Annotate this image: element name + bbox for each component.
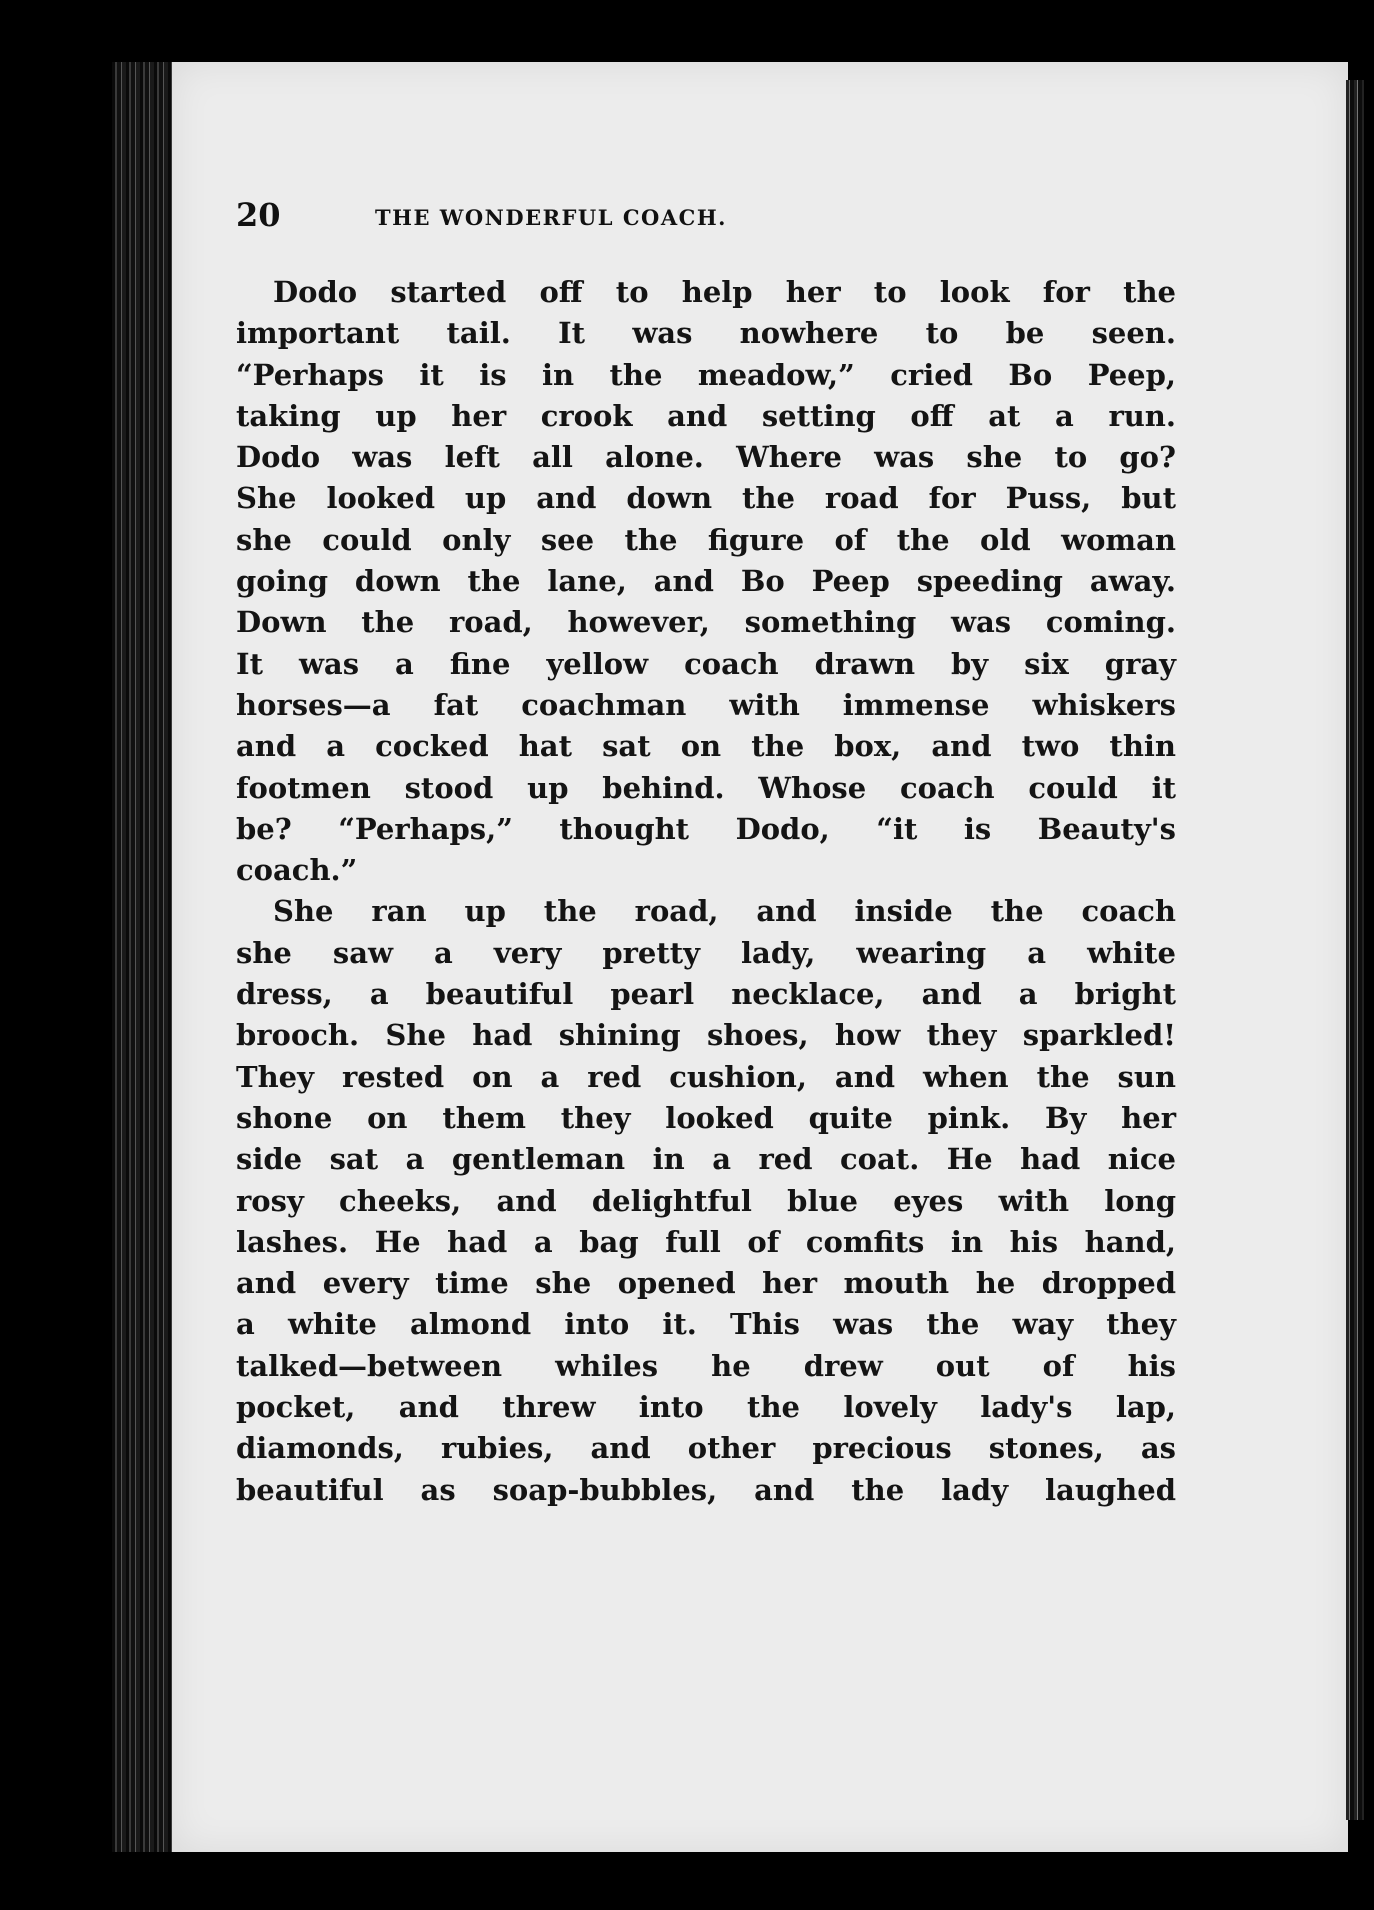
text-line: she could only see the figure of the old woman <box>236 522 1176 557</box>
text-line: Down the road, however, something was coming. <box>236 605 1176 640</box>
text-line: side sat a gentleman in a red coat. He had nice <box>236 1142 1176 1177</box>
text-line: Dodo started off to help her to look for the <box>273 275 1176 309</box>
text-line: coach.” <box>236 853 358 888</box>
text-line: She looked up and down the road for Puss, but <box>236 481 1176 516</box>
text-line: Dodo was left all alone. Where was she to go? <box>236 440 1176 475</box>
text-line: a white almond into it. This was the way they <box>236 1307 1176 1342</box>
text-line: footmen stood up behind. Whose coach could it <box>236 770 1176 805</box>
text-line: She ran up the road, and inside the coach <box>273 894 1176 929</box>
text-line: lashes. He had a bag full of comfits in his hand, <box>236 1224 1176 1259</box>
text-line: she saw a very pretty lady, wearing a white <box>236 935 1176 970</box>
text-line: and every time she opened her mouth he dropped <box>236 1266 1176 1301</box>
text-line: dress, a beautiful pearl necklace, and a bright <box>236 977 1176 1012</box>
text-line: going down the lane, and Bo Peep speeding away. <box>236 564 1176 599</box>
text-line: shone on them they looked quite pink. By her <box>236 1100 1176 1135</box>
text-line: important tail. It was nowhere to be seen. <box>236 316 1176 351</box>
text-line: beautiful as soap-bubbles, and the lady laughed <box>236 1472 1176 1507</box>
text-line: and a cocked hat sat on the box, and two thin <box>236 729 1176 764</box>
text-line: diamonds, rubies, and other precious stones, as <box>236 1431 1176 1466</box>
page-number: 20 <box>236 196 281 234</box>
running-head <box>236 196 1170 246</box>
text-line: taking up her crook and setting off at a run. <box>236 398 1176 433</box>
text-line: talked—between whiles he drew out of his <box>236 1348 1176 1383</box>
text-line: be? “Perhaps,” thought Dodo, “it is Beauty's <box>236 811 1176 846</box>
page-edge <box>1346 80 1364 1820</box>
text-line: pocket, and threw into the lovely lady's lap, <box>236 1390 1176 1425</box>
book-spine <box>112 62 172 1852</box>
text-line: They rested on a red cushion, and when the sun <box>236 1059 1176 1094</box>
text-line: “Perhaps it is in the meadow,” cried Bo Peep, <box>236 357 1176 392</box>
text-line: rosy cheeks, and delightful blue eyes with long <box>236 1183 1176 1218</box>
body-text <box>236 272 1176 1511</box>
running-head-title: THE WONDERFUL COACH. <box>375 205 727 230</box>
text-line: horses—a fat coachman with immense whiskers <box>236 687 1176 722</box>
text-line: It was a fine yellow coach drawn by six gray <box>236 646 1176 681</box>
text-line: brooch. She had shining shoes, how they sparkled! <box>236 1018 1176 1053</box>
